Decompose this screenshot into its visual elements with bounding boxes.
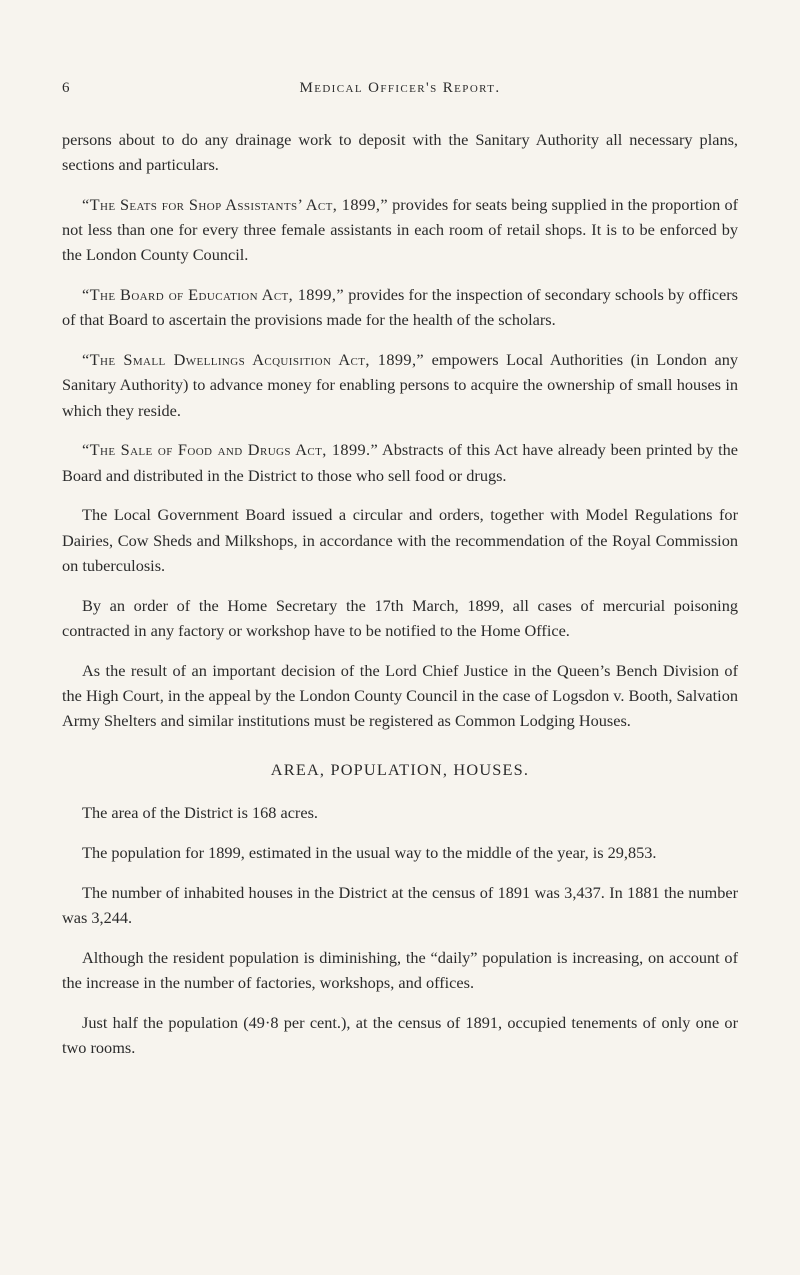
page-header <box>62 80 738 104</box>
running-title: Medical Officer's Report. <box>299 80 501 96</box>
paragraph-drainage: persons about to do any drainage work to deposit with the Sanitary Authority all necessary plans, sections and particulars. <box>62 130 738 175</box>
paragraph-tenements: Just half the population (49·8 per cent.), at the census of 1891, occupied tenements of only one or two rooms. <box>62 1013 738 1058</box>
paragraph-local-government-board: The Local Government Board issued a circular and orders, together with Model Regulations for Dairies, Cow Sheds and Milkshops, in accordance with the recommendation of the Royal Commission on tuberculosis. <box>62 505 738 575</box>
act-title-sale-of-food: “The Sale of Food and Drugs Act, 1899.” <box>82 440 379 460</box>
paragraph-area: The area of the District is 168 acres. <box>82 803 318 823</box>
act-text-board-of-education: provides for the inspection of secondary schools by officers of that Board to ascertain the provisions made for the health of the scholars. <box>62 285 738 330</box>
paragraph-small-dwellings-act <box>62 347 738 423</box>
paragraph-sale-of-food-act <box>62 437 738 487</box>
act-title-board-of-education: “The Board of Education Act, 1899,” <box>82 285 345 305</box>
act-title-shop-assistants: “The Seats for Shop Assistants’ Act, 1899,” <box>82 195 389 214</box>
body-text <box>62 127 738 1075</box>
section-heading: AREA, POPULATION, HOUSES. <box>270 760 530 780</box>
paragraph-shop-assistants-act <box>62 192 738 268</box>
paragraph-home-secretary-order: By an order of the Home Secretary the 17th March, 1899, all cases of mercurial poisoning contracted in any factory or workshop have to be notified to the Home Office. <box>62 595 738 640</box>
act-text-shop-assistants: provides for seats being supplied in the proportion of not less than one for every three female assistants in each room of retail shops. It is to be enforced by the London County Council. <box>62 195 739 265</box>
act-title-small-dwellings: “The Small Dwellings Acquisition Act, 1899,” <box>82 350 425 370</box>
paragraph-population: The population for 1899, estimated in the usual way to the middle of the year, is 29,853. <box>82 843 657 863</box>
act-text-small-dwellings: empowers Local Authorities (in London any Sanitary Authority) to advance money for enabling persons to acquire the ownership of small houses in which they reside. <box>62 350 738 420</box>
paragraph-lord-chief-justice: As the result of an important decision of the Lord Chief Justice in the Queen’s Bench Division of the High Court, in the appeal by the London County Council in the case of Logsdon v. Booth, Salvation Army Shelters and similar institutions must be registered as Common Lodging Houses. <box>62 660 738 731</box>
act-text-sale-of-food: Abstracts of this Act have already been printed by the Board and distributed in the District to those who sell food or drugs. <box>62 440 738 485</box>
page-number: 6 <box>62 80 70 96</box>
paragraph-daily-population: Although the resident population is diminishing, the “daily” population is increasing, on account of the increase in the number of factories, workshops, and offices. <box>62 948 738 993</box>
paragraph-inhabited-houses: The number of inhabited houses in the District at the census of 1891 was 3,437. In 1881 the number was 3,244. <box>62 883 738 928</box>
paragraph-board-of-education-act <box>62 282 738 332</box>
